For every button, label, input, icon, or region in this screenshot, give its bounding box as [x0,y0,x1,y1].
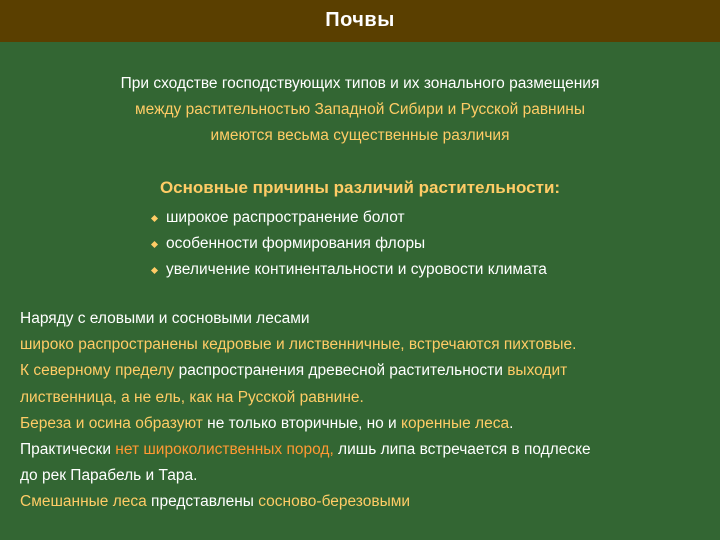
para-line-4: лиственница, а не ель, как на Русской равнине. [20,388,364,406]
intro-line-3: имеются весьма существенные различия [210,127,510,144]
para-line-3-start: К северному пределу [20,362,175,380]
diamond-bullet-icon [151,267,158,274]
intro-text [40,71,680,149]
para-line-5-highlight: коренные леса [401,414,510,432]
list-item-text: особенности формирования флоры [166,235,426,252]
causes-heading: Основные причины различий растительности: [159,178,561,197]
para-line-6-end: лишь липа встречается в подлеске [333,441,591,459]
para-line-1: Наряду с еловыми и сосновыми лесами [20,310,310,327]
list-item-text: широкое распространение болот [166,209,405,226]
diamond-bullet-icon [151,215,158,222]
para-line-6 [20,437,710,463]
list-item [150,231,690,257]
body-paragraph [20,306,710,516]
para-line-3-end: выходит [507,362,568,380]
para-line-8-end: сосново-березовыми [258,493,411,511]
list-item [150,257,690,283]
list-item-text: увеличение континентальности и суровости климата [166,261,547,278]
para-line-8 [20,489,710,515]
para-line-5-start: Береза и осина образуют [20,414,203,432]
para-line-3-middle: распространения древесной растительности [174,362,508,380]
para-line-5-middle: не только вторичные, но и [202,414,402,432]
intro-line-2: между растительностью Западной Сибири и Русской равнины [135,101,585,118]
para-line-5 [20,411,710,437]
para-line-8-start: Смешанные леса [20,493,147,511]
list-item [150,205,690,231]
para-line-5-end: . [509,414,514,432]
intro-line-1: При сходстве господствующих типов и их зонального размещения [120,75,600,92]
para-line-3 [20,358,710,384]
diamond-bullet-icon [151,241,158,248]
para-line-2: широко распространены кедровые и лиственничные, встречаются пихтовые. [20,336,577,354]
para-line-7: до рек Парабель и Тара. [20,467,198,485]
para-line-6-accent: нет широколиственных пород, [115,441,334,459]
slide-title: Почвы [325,9,395,31]
causes-list [150,205,690,283]
para-line-8-middle: представлены [146,493,259,511]
para-line-6-start: Практически [20,441,116,459]
